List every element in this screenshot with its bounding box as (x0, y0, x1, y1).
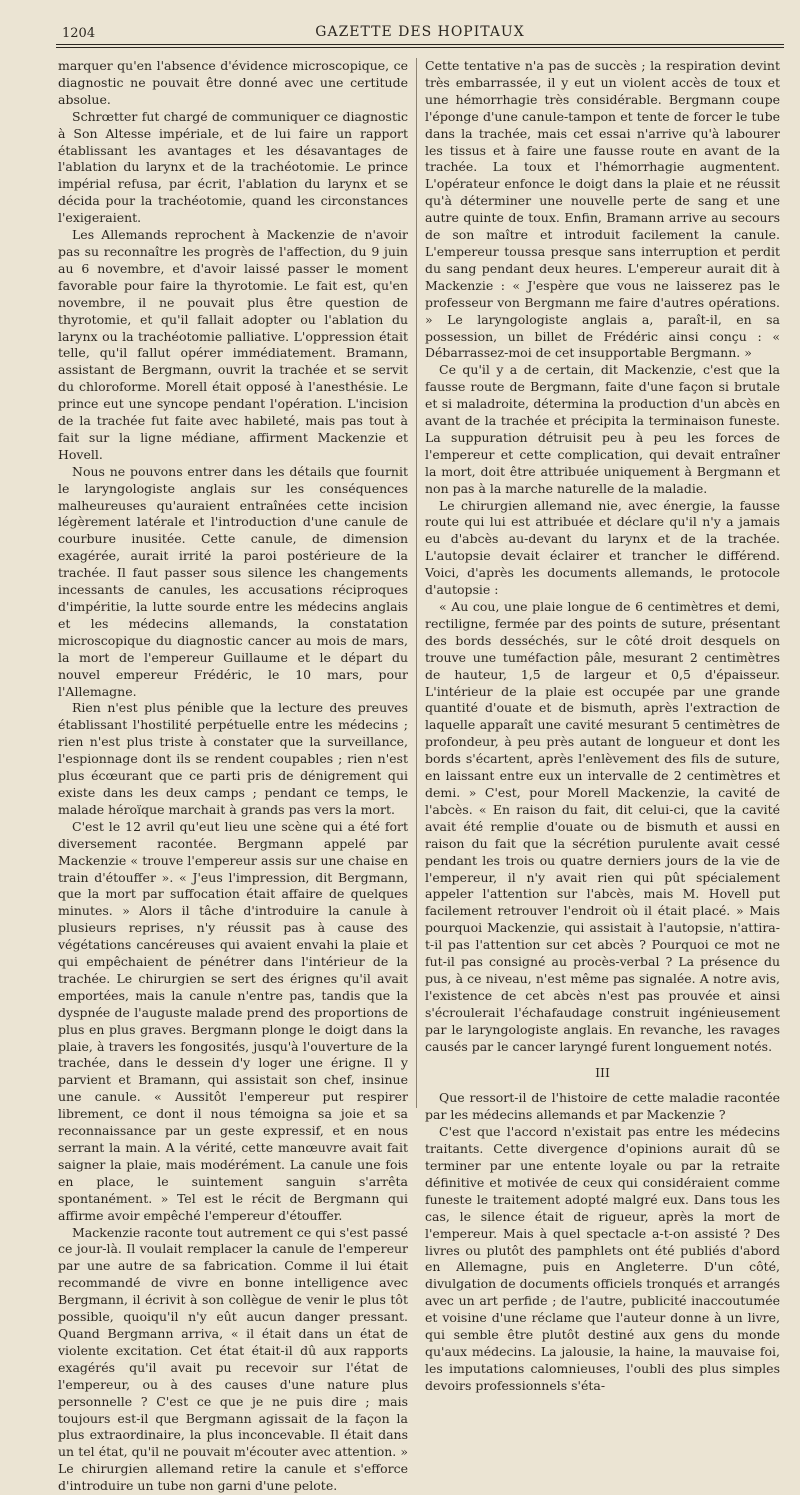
paragraph: C'est que l'accord n'existait pas entre les médecins traitants. Cette divergence d'opinions aurait dû se terminer par une entente loyale ou par la retraite définitive et motivée de ceux qui considéraient comme funeste le traitement adopté malgré eux. Dans tous les cas, le silence était de rigueur, après la mort de l'empereur. Mais à quel spectacle a-t-on assisté ? Des livres ou plutôt des pamphlets ont été publiés d'abord en Allemagne, puis en Angleterre. D'un côté, divulgation de documents officiels tronqués et arrangés avec un art perfide ; de l'autre, publicité inaccoutumée et voisine d'une réclame que l'auteur donne à un livre, qui semble être plutôt destiné aux gens du monde qu'aux médecins. La jalousie, la haine, la mauvaise foi, les imputations calomnieuses, l'oubli des plus simples devoirs professionnels s'éta- (425, 1124, 780, 1393)
journal-title: GAZETTE DES HOPITAUX (315, 24, 525, 40)
header-rule (56, 44, 784, 45)
paragraph: marquer qu'en l'absence d'évidence microscopique, ce diagnostic ne pouvait être donné avec une certitude absolue. (58, 58, 408, 107)
paragraph: Les Allemands reprochent à Mackenzie de n'avoir pas su reconnaître les progrès de l'affection, du 9 juin au 6 novembre, et d'avoir laissé passer le moment favorable pour faire la thyrotomie. Le fait est, qu'en novembre, il ne pouvait plus être question de thyrotomie, et qu'il fallait adopter ou l'ablation du larynx ou la trachéotomie palliative. L'oppression était telle, qu'il fallut opérer immédiatement. Bramann, assistant de Bergmann, ouvrit la trachée et se servit du chloroforme. Morell était opposé à l'anesthésie. Le prince eut une syncope pendant l'opération. L'incision de la trachée fut faite avec habileté, mais pas tout à fait sur la ligne médiane, affirment Mackenzie et Hovell. (58, 227, 408, 462)
section-heading: III (595, 1065, 610, 1081)
paragraph: Rien n'est plus pénible que la lecture des preuves établissant l'hostilité perpétuelle entre les médecins ; rien n'est plus triste à constater que la surveillance, l'espionnage dont ils se rendent coupables ; rien n'est plus écœurant que ce parti pris de dénigrement qui existe dans les deux camps ; pendant ce temps, le malade héroïque marchait à grands pas vers la mort. (58, 700, 408, 817)
paragraph: Que ressort-il de l'histoire de cette maladie racontée par les médecins allemands et par Mackenzie ? (425, 1090, 780, 1123)
paragraph: C'est le 12 avril qu'eut lieu une scène qui a été fort diversement racontée. Bergmann appelé par Mackenzie « trouve l'empereur assis sur une chaise en train d'étouffer ». « J'eus l'impression, dit Bergmann, que la mort par suffocation était affaire de quelques minutes. » Alors il tâche d'introduire la canule à plusieurs reprises, n'y réussit pas à cause des végétations cancéreuses qui avaient envahi la plaie et qui empêchaient de pénétrer dans l'intérieur de la trachée. Le chirurgien se sert des érignes qu'il avait emportées, mais la canule n'entre pas, tandis que la dyspnée de l'auguste malade prend des proportions de plus en plus graves. Bergmann plonge le doigt dans la plaie, à travers les fongosités, jusqu'à l'ouverture de la trachée, dans le dessein d'y loger une érigne. Il y parvient et Bramann, qui assistait son chef, insinue une canule. « Aussitôt l'empereur put respirer librement, ce dont il nous témoigna sa joie et sa reconnaissance par un geste expressif, et en nous serrant la main. A la vérité, cette manœuvre avait fait saigner la plaie, mais modérément. La canule une fois en place, le suintement sanguin s'arrêta spontanément. » Tel est le récit de Bergmann qui affirme avoir empêché l'empereur d'étouffer. (58, 818, 408, 1223)
paragraph: Schrœtter fut chargé de communiquer ce diagnostic à Son Altesse impériale, et de lui faire un rapport établissant les avantages et les désavantages de l'ablation du larynx et de la trachéotomie. Le prince impérial refusa, par écrit, l'ablation du larynx et se décida pour la trachéotomie, quand les circonstances l'exigeraient. (58, 108, 408, 226)
paragraph: Nous ne pouvons entrer dans les détails que fournit le laryngologiste anglais sur les conséquences malheureuses qu'auraient entraînées cette incision légèrement latérale et l'introduction d'une canule de courbure inusitée. Cette canule, de dimension exagérée, aurait irrité la paroi postérieure de la trachée. Il faut passer sous silence les changements incessants de canules, les accusations réciproques d'impéritie, la lutte sourde entre les médecins anglais et les médecins allemands, la constatation microscopique du diagnostic cancer au mois de mars, la mort de l'empereur Guillaume et le départ du nouvel empereur Frédéric, le 10 mars, pour l'Allemagne. (58, 463, 408, 699)
right-column (425, 58, 780, 1395)
left-column (58, 58, 408, 1495)
paragraph: « Au cou, une plaie longue de 6 centimètres et demi, rectiligne, fermée par des points de suture, présentant des bords desséchés, sur le côté droit desquels on trouve une tuméfaction pâle, mesurant 2 centimètres de hauteur, 1,5 de largeur et 0,5 d'épaisseur. L'intérieur de la plaie est occupée par une grande quantité d'ouate et de bismuth, après l'extraction de laquelle apparaît une cavité mesurant 5 centimètres de profondeur, à peu près autant de longueur et dont les bords s'écartent, après l'enlèvement des fils de suture, en laissant entre eux un intervalle de 2 centimètres et demi. » C'est, pour Morell Mackenzie, la cavité de l'abcès. « En raison du fait, dit celui-ci, que la cavité avait été remplie d'ouate ou de bismuth et aussi en raison du fait que la sécrétion purulente avait cessé pendant les trois ou quatre derniers jours de la vie de l'empereur, il n'y avait rien qui pût spécialement appeler l'attention sur l'abcès, mais M. Hovell put facilement retrouver l'endroit où il était placé. » Mais pourquoi Mackenzie, qui assistait à l'autopsie, n'attira-t-il pas l'attention sur cet abcès ? Pourquoi ce mot ne fut-il pas consigné au procès-verbal ? La présence du pus, à ce niveau, n'est même pas signalée. A notre avis, l'existence de cet abcès n'est pas prouvée et ainsi s'écroulerait l'échafaudage construit ingénieusement par le laryngologiste anglais. En revanche, les ravages causés par le cancer laryngé furent longuement notés. (425, 599, 780, 1054)
column-divider (416, 58, 417, 1108)
paragraph: Le chirurgien allemand nie, avec énergie, la fausse route qui lui est attribuée et déclare qu'il n'y a jamais eu d'abcès au-devant du larynx et de la trachée. L'autopsie devait éclairer et trancher le différend. Voici, d'après les documents allemands, le protocole d'autopsie : (425, 497, 780, 598)
page-number: 1204 (62, 26, 96, 41)
header-rule-double (56, 47, 784, 48)
paragraph: Mackenzie raconte tout autrement ce qui s'est passé ce jour-là. Il voulait remplacer la canule de l'empereur par une autre de sa fabrication. Comme il lui était recommandé de vivre en bonne intelligence avec Bergmann, il écrivit à son collègue de venir le plus tôt possible, quoiqu'il n'y eût aucun danger pressant. Quand Bergmann arriva, « il était dans un état de violente excitation. Cet état était-il dû aux rapports exagérés qu'il avait pu recevoir sur l'état de l'empereur, ou à des causes d'une nature plus personnelle ? C'est ce que je ne puis dire ; mais toujours est-il que Bergmann agissait de la façon la plus extraordinaire, la plus inconcevable. Il était dans un tel état, qu'il ne pouvait m'écouter avec attention. » Le chirurgien allemand retire la canule et s'efforce d'introduire un tube non garni d'une pelote. (58, 1224, 408, 1494)
page-header (56, 22, 784, 42)
paragraph: Cette tentative n'a pas de succès ; la respiration devint très embarrassée, il y eut un violent accès de toux et une hémorrhagie très considérable. Bergmann coupe l'éponge d'une canule-tampon et tente de forcer le tube dans la trachée, mais cet essai n'arrive qu'à labourer les tissus et à faire une fausse route en avant de la trachée. La toux et l'hémorrhagie augmentent. L'opérateur enfonce le doigt dans la plaie et ne réussit qu'à déterminer une nouvelle perte de sang et une autre quinte de toux. Enfin, Bramann arrive au secours de son maître et introduit facilement la canule. L'empereur toussa presque sans interruption et perdit du sang pendant deux heures. L'empereur aurait dit à Mackenzie : « J'espère que vous ne laisserez pas le professeur von Bergmann me faire d'autres opérations. » Le laryngologiste anglais a, paraît-il, en sa possession, un billet de Frédéric ainsi conçu : « Débarrassez-moi de cet insupportable Bergmann. » (425, 58, 780, 361)
paragraph: Ce qu'il y a de certain, dit Mackenzie, c'est que la fausse route de Bergmann, faite d'une façon si brutale et si maladroite, détermina la production d'un abcès en avant de la trachée et précipita la terminaison funeste. La suppuration détruisit peu à peu les forces de l'empereur et cette complication, qui devait entraîner la mort, doit être attribuée uniquement à Bergmann et non pas à la marche naturelle de la maladie. (425, 362, 780, 496)
